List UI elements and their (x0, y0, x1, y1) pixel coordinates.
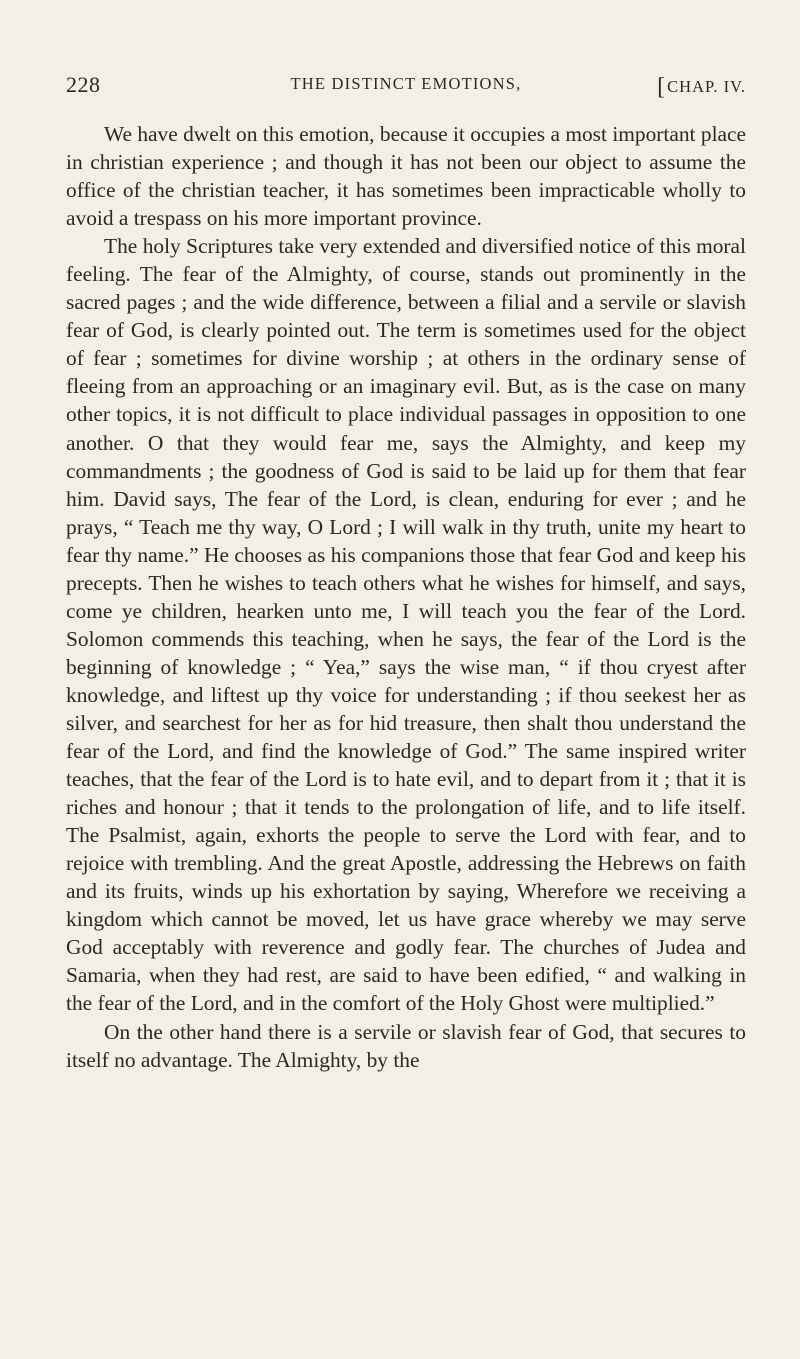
paragraph: We have dwelt on this emotion, because it occupies a most important place in christian experience ; and though it has not been our object to assume the office of the christian teacher, it has sometimes been impracticable wholly to avoid a trespass on his more important province. (66, 122, 746, 231)
body-text (66, 120, 746, 1074)
page-header (66, 72, 746, 100)
running-title: THE DISTINCT EMOTIONS, (290, 74, 522, 93)
chapter-label: CHAP. IV. (667, 77, 746, 96)
open-bracket-glyph: [ (657, 74, 667, 100)
paragraph: The holy Scriptures take very extended and diversified notice of this moral feeling. The fear of the Almighty, of course, stands out prominently in the sacred pages ; and the wide difference, between a filial and a servile or slavish fear of God, is clearly pointed out. The term is sometimes used for the object of fear ; sometimes for divine worship ; at others in the ordinary sense of fleeing from an approaching or an imaginary evil. But, as is the case on many other topics, it is not difficult to place individual passages in opposition to one another. O that they would fear me, says the Almighty, and keep my commandments ; the goodness of God is said to be laid up for them that fear him. David says, The fear of the Lord, is clean, enduring for ever ; and he prays, “ Teach me thy way, O Lord ; I will walk in thy truth, unite my heart to fear thy name.” He chooses as his companions those that fear God and keep his precepts. Then he wishes to teach others what he wishes for himself, and says, come ye children, hearken unto me, I will teach you the fear of the Lord. Solomon commends this teaching, when he says, the fear of the Lord is the beginning of knowledge ; “ Yea,” says the wise man, “ if thou cryest after knowledge, and liftest up thy voice for understanding ; if thou seekest her as silver, and searchest for her as for hid treasure, then shalt thou understand the fear of the Lord, and find the knowledge of God.” The same inspired writer teaches, that the fear of the Lord is to hate evil, and to depart from it ; that it is riches and honour ; that it tends to the prolongation of life, and to life itself. The Psalmist, again, exhorts the people to serve the Lord with fear, and to rejoice with trembling. And the great Apostle, addressing the Hebrews on faith and its fruits, winds up his exhortation by saying, Wherefore we receiving a kingdom which cannot be moved, let us have grace whereby we may serve God acceptably with reverence and godly fear. The churches of Judea and Samaria, when they had rest, are said to have been edified, “ and walking in the fear of the Lord, and in the comfort of the Holy Ghost were multiplied.” (66, 234, 746, 1016)
page-number: 228 (66, 72, 101, 97)
chapter-reference (657, 74, 746, 101)
paragraph: On the other hand there is a servile or slavish fear of God, that secures to itself no advantage. The Almighty, by the (66, 1019, 746, 1072)
